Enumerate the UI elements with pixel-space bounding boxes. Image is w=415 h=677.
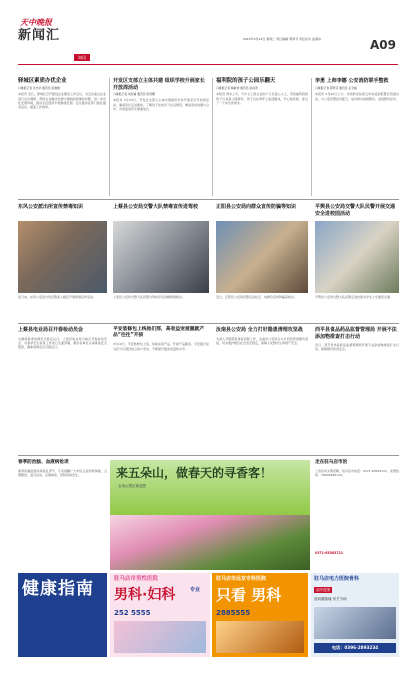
bottom-right-article — [315, 460, 399, 570]
health-guide-label: 健康指南 — [22, 579, 94, 599]
photo-story — [216, 204, 308, 320]
bone-hospital-phone: 电话：0396-2893234 — [314, 643, 396, 653]
article-title: 春季防治脑、血液病抢项 — [18, 460, 69, 465]
bone-hospital-name: 驻马店电力医院骨科 — [314, 576, 360, 582]
bone-hospital-photo — [314, 607, 396, 639]
article-title: 平安装修包上线他们那，高收益宠爱腿就产品“往往”开拔 — [113, 327, 205, 339]
article-col4 — [315, 78, 399, 193]
banner-scenery — [110, 515, 310, 570]
article-title: 李勇 上师李娜 公安消防联手整救 — [315, 78, 389, 84]
bone-hospital-ad[interactable] — [311, 573, 399, 657]
article-body: 上蔡县汤文明招聘，驻马店市电话：0371-63563721，免费热线：18003965110。 — [315, 469, 399, 478]
banner-subline: 五朵山景区欢迎您 — [118, 484, 146, 488]
article-byline: 口晚报记者 韩敏欢 通讯员 赵昌涛 — [216, 86, 258, 90]
section-divider — [18, 199, 399, 200]
photo-title: 正阳县公安局向群众宣传防骗等知识 — [216, 204, 297, 210]
masthead-logo — [18, 14, 68, 44]
article-body: 本报讯 3月22日上午，市消防支队第五中队接到报警后迅速出动，与公安民警密切配合，成功救出被困群众，受到群众好评。 — [315, 92, 399, 101]
health-guide-ad[interactable] — [18, 573, 107, 657]
hospital-dept: 男科·妇科 — [114, 587, 176, 603]
news-photo — [18, 221, 107, 293]
news-photo — [113, 221, 209, 293]
bottom-left-article — [18, 460, 107, 570]
news-photo — [315, 221, 399, 293]
hospital-name: 驻马店市男性医院 — [114, 576, 159, 582]
photo-title: 东风公安派出所宣传禁毒知识 — [18, 204, 84, 210]
article-title: 福利院的孩子公园乐翻天 — [216, 78, 276, 84]
section-title: 新闻汇 — [18, 28, 61, 43]
subsection-tag — [74, 54, 90, 61]
article-col2 — [113, 78, 209, 193]
article-title: 西平县食品药品监督管理局 开展不法添加物排查打击行动 — [315, 327, 397, 340]
article-body: 近日，西平县食品药品监督管理局开展不法添加物排查打击行动，保障群众饮食安全。 — [315, 343, 399, 352]
masthead — [18, 14, 398, 72]
article-col3 — [216, 78, 308, 193]
photo-story — [315, 204, 399, 320]
divider — [311, 78, 312, 196]
page-code: A09 — [370, 38, 396, 52]
photo-title: 上蔡县公安局交警大队禁毒宣传进驾校 — [113, 204, 199, 210]
article-byline: 口晚报记者 郭翠芬 通讯员 孔令娟 — [315, 86, 357, 90]
photo-caption: 连日来，东风公安派出所民警深入辖区开展禁毒宣传活动。 — [18, 295, 97, 299]
article-title: 驿城区素质办优企业 — [18, 78, 67, 84]
hospital-photo — [114, 621, 206, 653]
specialist-headline: 只看 男科 — [216, 586, 282, 604]
subsection-label: 知讯 — [78, 55, 86, 60]
photo-story — [113, 204, 209, 320]
article-title: 上蔡县电业局召开春检动员会 — [18, 327, 84, 333]
male-hospital-ad[interactable] — [110, 573, 210, 657]
photo-title: 平舆县公安局交警大队民警开展交通安全进校园活动 — [315, 204, 396, 217]
specialist-photo — [216, 621, 304, 653]
photo-story — [18, 204, 107, 320]
article-body: 为确保春季电网安全稳定运行，上蔡县电业局日前召开春检动员会，对春季安全检查工作进行全面部署，要求各单位认真排查安全隐患，确保电网安全可靠运行。 — [18, 336, 107, 350]
contact-phone: 0371-63563721 — [315, 551, 343, 555]
divider — [109, 78, 110, 196]
logo-text: 天中晚报 — [20, 18, 52, 27]
article-mid4 — [315, 327, 399, 452]
article-title: 走在驻马店市的 — [315, 460, 348, 465]
article-byline: 口晚报记者 李志华 通讯员 张晓旗 — [18, 86, 60, 90]
news-photo — [216, 221, 308, 293]
article-col1 — [18, 78, 106, 193]
hospital-phone: 252 5555 — [114, 609, 151, 617]
banner-headline: 来五朵山，做春天的寻香客！ — [116, 466, 273, 480]
article-body: 本报讯 周末上午，天中义工联合会的十几名爱心人士，带着福利院的孩子们来到公园游玩，孩子们在草坪上追逐嬉戏，开心地玩耍，度过了一个快乐的周末。 — [216, 92, 308, 106]
article-byline: 口晚报记者 刘家铺 通讯员 杨雪娜 — [113, 92, 155, 96]
article-title: 汝南县公安局 全力打好隐患清理攻坚战 — [216, 327, 303, 333]
specialist-phone: 2885555 — [216, 609, 251, 617]
photo-caption: 上蔡县公安局交警大队民警为驾校学员讲解禁毒知识。 — [113, 295, 186, 299]
article-mid3 — [216, 327, 308, 452]
masthead-rule — [18, 64, 398, 65]
date-line: 2015年3月24日 星期二 责任编辑 郭翠芬 责任校对 赵春伟 — [243, 37, 322, 41]
bone-hospital-text: 颈肩腰腿痛 骨关节病 — [314, 597, 347, 601]
photo-caption: 平舆县公安局交警大队民警走进校园为学生上交通安全课。 — [315, 295, 394, 299]
section-divider — [18, 323, 399, 324]
article-body: 春季是脑血管疾病高发季节，专家提醒广大市民注意防寒保暖，合理膳食，适当运动，定期体检，预防疾病发生。 — [18, 469, 107, 478]
article-body: 3月10日，平安装修包上线，持续完善产品，开拔产品服务，平安银行驻马店分行紧密结合客户需求，不断提升服务质量和水平。 — [113, 342, 209, 351]
photo-caption: 近日，正阳县公安局民警走进社区，向群众宣传防骗等知识。 — [216, 295, 298, 299]
article-mid2 — [113, 327, 209, 452]
article-body: 本报讯 近日，驿城区召开推进企业服务工作会议，对全区重点企业进行走访调研，帮助企业解决发展中遇到的困难和问题，进一步优化发展环境，推动全区经济平稳健康发展。会议要求各部门强化服务意识，提高工作效率。 — [18, 92, 106, 110]
bone-hospital-tag: 治疗范围 — [316, 588, 330, 592]
article-title: 开发区支部立主体共建 组织学校升展家长开放周活动 — [113, 78, 205, 91]
article-body: 本报讯 3月23日，开发区支部立主体共建组织学校开展家长开放周活动，邀请家长走进课堂，了解孩子在校学习生活情况，增进家校沟通与合作，共同促进学生健康成长。 — [113, 98, 209, 112]
scenic-banner-ad[interactable] — [110, 460, 310, 570]
article-mid1 — [18, 327, 107, 452]
hospital-label: 专业 — [190, 587, 201, 593]
divider — [212, 78, 213, 196]
specialist-hospital-ad[interactable] — [212, 573, 308, 657]
specialist-name: 驻马店市远京专科医院 — [216, 576, 267, 582]
section-divider — [18, 455, 399, 456]
article-body: 为深入开展隐患排查治理工作，汝南县公安局全力打好隐患清理攻坚战，切实维护辖区社会治安稳定，保障人民群众生命财产安全。 — [216, 336, 308, 345]
